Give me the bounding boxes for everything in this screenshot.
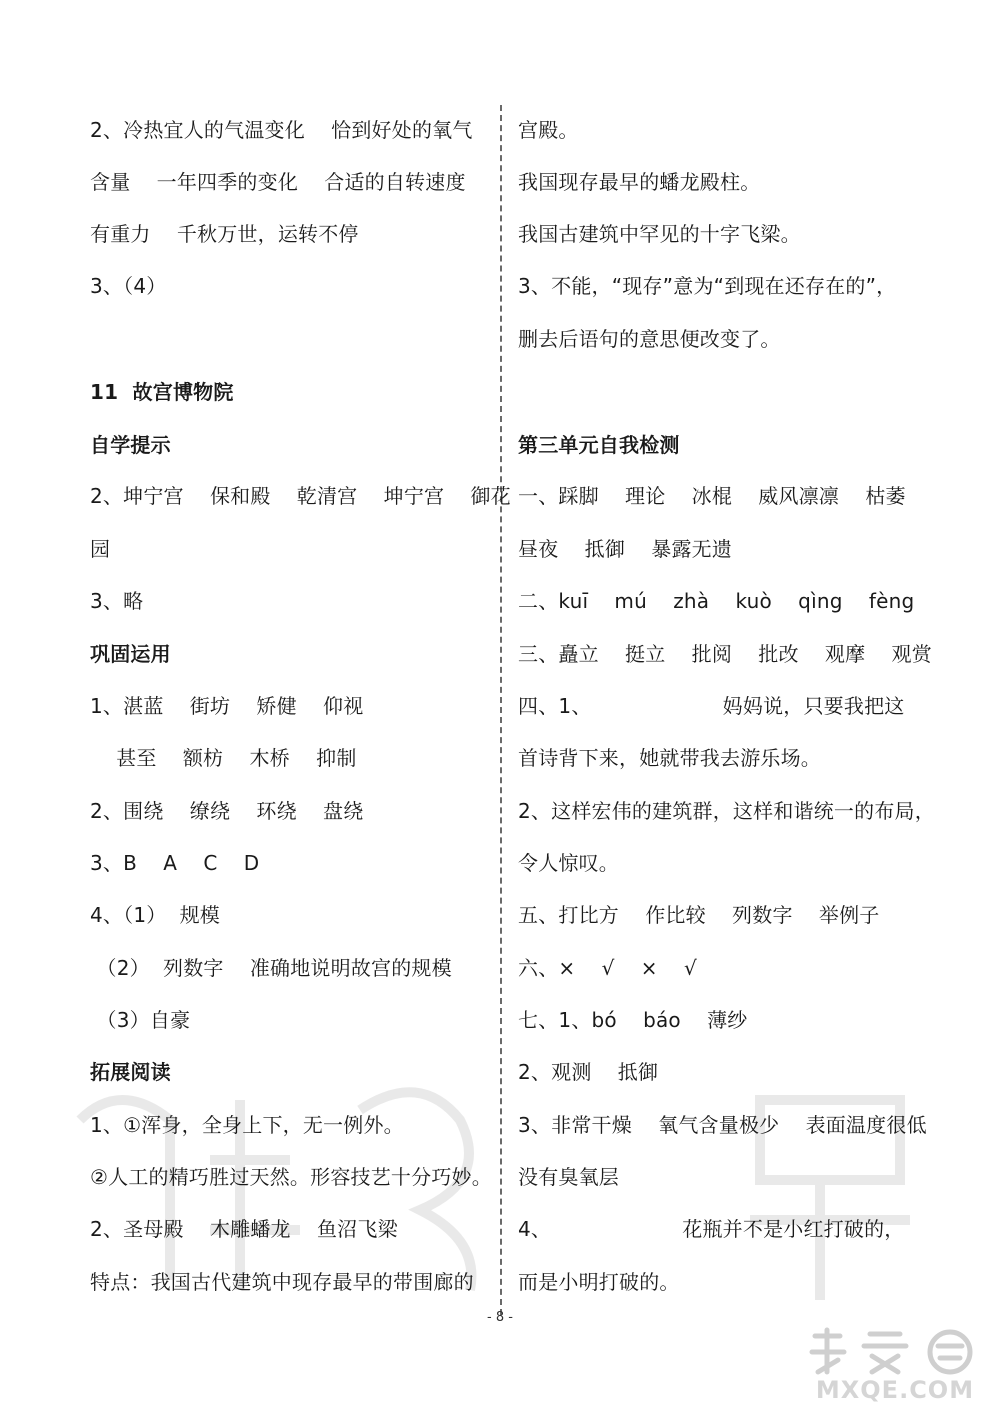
right-line-12: 首诗背下来，她就带我去游乐场。 bbox=[518, 746, 821, 770]
right-line-11: 四、1、 妈妈说，只要我把这 bbox=[518, 694, 905, 718]
right-line-21: 4、 花瓶并不是小红打破的， bbox=[518, 1217, 905, 1241]
left-line-14: 3、B A C D bbox=[90, 851, 260, 875]
right-line-22: 而是小明打破的。 bbox=[518, 1270, 680, 1294]
left-line-21: 2、圣母殿 木雕蟠龙 鱼沼飞梁 bbox=[90, 1217, 398, 1241]
page-number: - 8 - bbox=[487, 1310, 513, 1325]
right-line-1: 宫殿。 bbox=[518, 118, 579, 142]
left-line-17: （3）自豪 bbox=[90, 1008, 191, 1032]
left-line-7: 2、坤宁宫 保和殿 乾清宫 坤宁宫 御花 bbox=[90, 484, 511, 508]
right-line-7: 一、踩脚 理论 冰棍 威风凛凛 枯萎 bbox=[518, 484, 906, 508]
left-line-1: 2、冷热宜人的气温变化 恰到好处的氧气 bbox=[90, 118, 473, 142]
left-line-15: 4、（1） 规模 bbox=[90, 903, 220, 927]
left-line-8: 园 bbox=[90, 537, 111, 561]
right-line-10: 三、矗立 挺立 批阅 批改 观摩 观赏 bbox=[518, 642, 932, 666]
left-line-22: 特点：我国古代建筑中现存最早的带围廊的 bbox=[90, 1270, 474, 1294]
right-line-20: 没有臭氧层 bbox=[518, 1165, 619, 1189]
left-line-4: 3、（4） bbox=[90, 274, 167, 298]
right-line-5: 删去后语句的意思便改变了。 bbox=[518, 327, 781, 351]
left-line-11: 1、湛蓝 街坊 矫健 仰视 bbox=[90, 694, 364, 718]
right-line-8: 昼夜 抵御 暴露无遗 bbox=[518, 537, 733, 561]
heading-extended-reading: 拓展阅读 bbox=[90, 1060, 171, 1084]
right-line-2: 我国现存最早的蟠龙殿柱。 bbox=[518, 170, 761, 194]
column-divider bbox=[500, 105, 502, 1315]
left-line-12: 甚至 额枋 木桥 抑制 bbox=[90, 746, 357, 770]
left-line-20: ②人工的精巧胜过天然。形容技艺十分巧妙。 bbox=[90, 1165, 492, 1189]
watermark-logo-icon bbox=[800, 1326, 990, 1378]
right-line-9: 二、kuī mú zhà kuò qìng fèng bbox=[518, 589, 915, 613]
right-line-14: 令人惊叹。 bbox=[518, 851, 619, 875]
watermark-url: MXQE.COM bbox=[815, 1376, 975, 1404]
right-line-3: 我国古建筑中罕见的十字飞梁。 bbox=[518, 222, 801, 246]
right-line-13: 2、这样宏伟的建筑群，这样和谐统一的布局， bbox=[518, 799, 935, 823]
left-line-2: 含量 一年四季的变化 合适的自转速度 bbox=[90, 170, 466, 194]
left-line-3: 有重力 千秋万世，运转不停 bbox=[90, 222, 359, 246]
heading-unit-3-self-test: 第三单元自我检测 bbox=[518, 433, 680, 457]
right-line-19: 3、非常干燥 氧气含量极少 表面温度很低 bbox=[518, 1113, 927, 1137]
right-line-4: 3、不能，“现存”意为“到现在还存在的”， bbox=[518, 274, 897, 298]
left-line-13: 2、围绕 缭绕 环绕 盘绕 bbox=[90, 799, 364, 823]
left-line-19: 1、①浑身，全身上下，无一例外。 bbox=[90, 1113, 404, 1137]
right-line-17: 七、1、bó báo 薄纱 bbox=[518, 1008, 748, 1032]
heading-self-study-tips: 自学提示 bbox=[90, 433, 171, 457]
left-line-9: 3、略 bbox=[90, 589, 144, 613]
left-line-16: （2） 列数字 准确地说明故宫的规模 bbox=[90, 956, 452, 980]
right-line-16: 六、× √ × √ bbox=[518, 956, 697, 980]
heading-consolidate: 巩固运用 bbox=[90, 642, 171, 666]
site-watermark-logo bbox=[800, 1326, 990, 1406]
right-line-15: 五、打比方 作比较 列数字 举例子 bbox=[518, 903, 880, 927]
section-title-lesson-11: 11 故宫博物院 bbox=[90, 380, 234, 404]
right-line-18: 2、观测 抵御 bbox=[518, 1060, 659, 1084]
